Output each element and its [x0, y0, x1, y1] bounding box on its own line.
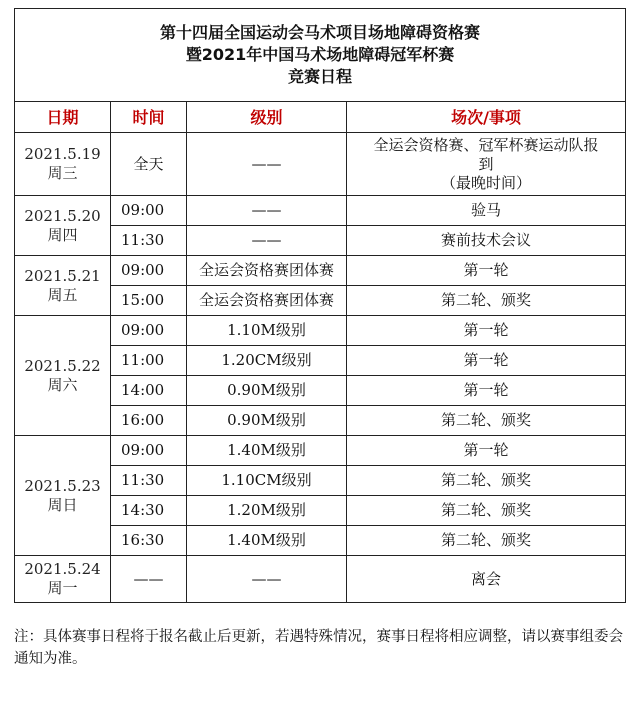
schedule-table: [14, 8, 626, 603]
weekday-text: 周六: [47, 375, 78, 394]
date-cell: [15, 256, 111, 316]
date-text: 2021.5.20: [24, 206, 101, 225]
table-row: [15, 316, 626, 346]
time-cell: 14:00: [111, 376, 187, 406]
level-cell: 0.90M级别: [187, 376, 347, 406]
level-cell: 1.40M级别: [187, 526, 347, 556]
weekday-text: 周一: [47, 579, 78, 597]
time-cell: 09:00: [111, 196, 187, 226]
table-row: [15, 436, 626, 466]
table-row: [15, 556, 626, 603]
time-cell: ——: [111, 556, 187, 603]
footnote: 注：具体赛事日程将于报名截止后更新，若遇特殊情况，赛事日程将相应调整，请以赛事组委会通知为准。: [14, 629, 623, 667]
header-event: 场次/事项: [347, 102, 626, 133]
level-cell: 全运会资格赛团体赛: [187, 256, 347, 286]
date-cell: [15, 436, 111, 556]
table-row: [15, 196, 626, 226]
date-text: 2021.5.24: [24, 560, 101, 578]
date-text: 2021.5.19: [24, 145, 101, 163]
table-row: [15, 133, 626, 196]
event-cell: 验马: [347, 196, 626, 226]
date-text: 2021.5.22: [24, 356, 101, 375]
event-cell: 第二轮、颁奖: [347, 286, 626, 316]
time-cell: 09:00: [111, 436, 187, 466]
time-cell: 16:30: [111, 526, 187, 556]
level-cell: 1.10M级别: [187, 316, 347, 346]
level-cell: ——: [187, 226, 347, 256]
title-line-1: 第十四届全国运动会马术项目场地障碍资格赛: [160, 23, 481, 42]
schedule-sheet: [14, 8, 625, 603]
level-cell: ——: [187, 556, 347, 603]
level-cell: 1.40M级别: [187, 436, 347, 466]
weekday-text: 周五: [47, 285, 78, 304]
event-cell: 第一轮: [347, 346, 626, 376]
weekday-text: 周日: [47, 495, 78, 514]
time-cell: 全天: [111, 133, 187, 196]
weekday-text: 周三: [47, 164, 78, 182]
header-time: 时间: [111, 102, 187, 133]
date-text: 2021.5.21: [24, 266, 101, 285]
time-cell: 16:00: [111, 406, 187, 436]
event-cell: [347, 133, 626, 196]
event-line: 全运会资格赛、冠军杯赛运动队报: [373, 135, 599, 154]
level-cell: 全运会资格赛团体赛: [187, 286, 347, 316]
date-text: 2021.5.23: [24, 476, 101, 495]
header-date: 日期: [15, 102, 111, 133]
weekday-text: 周四: [47, 225, 78, 244]
time-cell: 09:00: [111, 316, 187, 346]
title-line-3: 竞赛日程: [288, 67, 353, 86]
time-cell: 14:30: [111, 496, 187, 526]
level-cell: 1.20CM级别: [187, 346, 347, 376]
time-cell: 11:00: [111, 346, 187, 376]
event-cell: 第一轮: [347, 376, 626, 406]
level-cell: 0.90M级别: [187, 406, 347, 436]
event-cell: 第二轮、颁奖: [347, 526, 626, 556]
header-level: 级别: [187, 102, 347, 133]
date-cell: [15, 316, 111, 436]
date-cell: [15, 133, 111, 196]
time-cell: 11:30: [111, 466, 187, 496]
level-cell: ——: [187, 133, 347, 196]
event-cell: 第一轮: [347, 256, 626, 286]
title-line-2: 暨2021年中国马术场地障碍冠军杯赛: [185, 45, 455, 64]
event-line: （最晚时间）: [441, 173, 532, 192]
table-row: [15, 256, 626, 286]
event-cell: 第一轮: [347, 316, 626, 346]
event-cell: 离会: [347, 556, 626, 603]
event-cell: 赛前技术会议: [347, 226, 626, 256]
date-cell: [15, 196, 111, 256]
level-cell: 1.20M级别: [187, 496, 347, 526]
event-line: 到: [478, 154, 494, 173]
table-title: [15, 9, 626, 102]
date-cell: [15, 556, 111, 603]
time-cell: 09:00: [111, 256, 187, 286]
time-cell: 15:00: [111, 286, 187, 316]
event-cell: 第一轮: [347, 436, 626, 466]
event-cell: 第二轮、颁奖: [347, 496, 626, 526]
event-cell: 第二轮、颁奖: [347, 406, 626, 436]
level-cell: ——: [187, 196, 347, 226]
event-cell: 第二轮、颁奖: [347, 466, 626, 496]
time-cell: 11:30: [111, 226, 187, 256]
level-cell: 1.10CM级别: [187, 466, 347, 496]
